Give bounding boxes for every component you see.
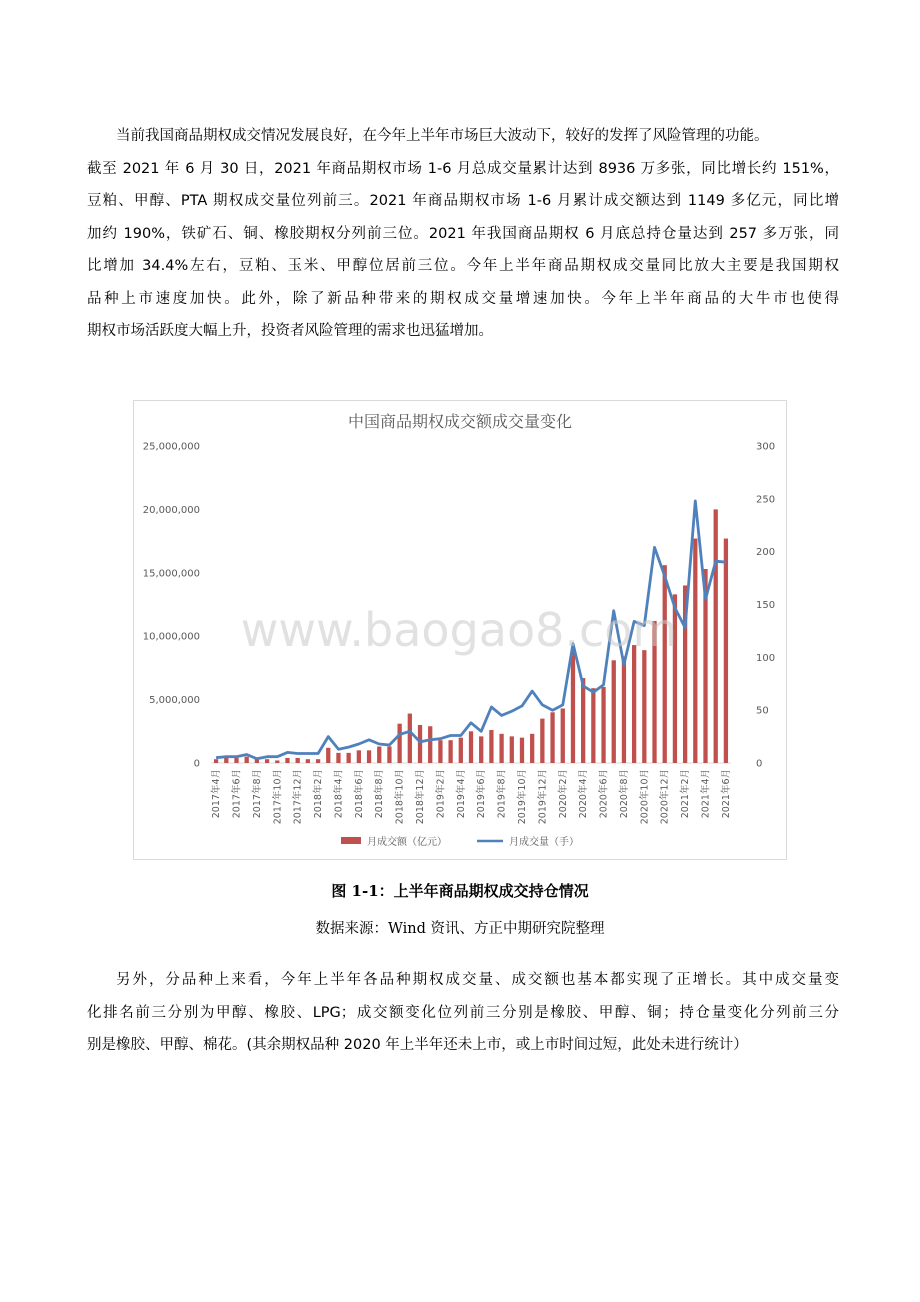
x-tick-label: 2019年2月 <box>435 769 447 819</box>
paragraph-line: 比增加 34.4%左右，豆粕、玉米、甲醇位居前三位。今年上半年商品期权成交量同比放大主要是我国期权 <box>87 258 839 274</box>
x-tick-label: 2021年6月 <box>720 769 732 819</box>
bar-amount <box>479 736 483 763</box>
bar-amount <box>265 759 269 763</box>
chart-legend <box>341 835 579 848</box>
x-tick-label: 2018年8月 <box>374 769 386 819</box>
y-right-tick-label: 0 <box>756 758 763 770</box>
bar-amount <box>581 678 585 763</box>
detail-paragraph <box>87 964 839 1062</box>
bar-amount <box>489 730 493 763</box>
x-tick-label: 2019年12月 <box>537 769 549 825</box>
figure-source: 数据来源：Wind 资讯、方正中期研究院整理 <box>315 921 605 937</box>
y-right-tick-label: 250 <box>756 494 776 506</box>
y-right-tick-label: 150 <box>756 600 776 611</box>
bar-amount <box>397 724 401 763</box>
chart-container <box>133 400 787 860</box>
paragraph-line: 截至 2021 年 6 月 30 日，2021 年商品期权市场 1-6 月总成交量累计达到 8936 万多张，同比增长约 151%， <box>87 160 839 177</box>
y-right-tick-label: 50 <box>756 705 769 717</box>
bar-amount <box>387 747 391 763</box>
paragraph-line: 别是橡胶、甲醇、棉花。(其余期权品种 2020 年上半年还未上市，或上市时间过短，此处未进行统计） <box>87 1037 748 1053</box>
bar-amount <box>418 725 422 763</box>
legend-swatch-amount <box>341 837 361 844</box>
x-tick-label: 2018年12月 <box>415 769 426 825</box>
x-tick-label: 2017年8月 <box>251 769 263 819</box>
bar-amount <box>326 748 330 763</box>
bar-amount <box>408 714 412 763</box>
options-volume-chart <box>134 401 786 859</box>
y-left-tick-label: 15,000,000 <box>142 568 200 580</box>
y-left-tick-label: 0 <box>193 758 200 770</box>
bar-amount <box>224 758 228 763</box>
bar-amount <box>714 509 718 763</box>
bar-amount <box>296 758 300 763</box>
x-tick-label: 2019年8月 <box>496 769 508 819</box>
bar-amount <box>530 734 534 763</box>
x-tick-label: 2018年6月 <box>353 769 365 819</box>
bar-amount <box>540 719 544 763</box>
paragraph-line: 另外，分品种上来看，今年上半年各品种期权成交量、成交额也基本都实现了正增长。其中成交量变 <box>116 972 839 988</box>
bar-amount <box>724 539 728 763</box>
x-tick-label: 2021年2月 <box>680 769 692 819</box>
bar-amount <box>591 688 595 763</box>
x-tick-label: 2020年8月 <box>618 769 630 819</box>
y-right-tick-label: 300 <box>756 441 776 453</box>
bar-amount <box>510 736 514 763</box>
watermark: www.baogao8.com <box>240 603 678 657</box>
bar-amount <box>357 750 361 763</box>
chart-title: 中国商品期权成交额成交量变化 <box>347 412 573 431</box>
bar-amount <box>428 726 432 763</box>
bar-amount <box>438 740 442 763</box>
bar-amount <box>336 753 340 763</box>
bar-amount <box>499 734 503 763</box>
y-left-tick-label: 25,000,000 <box>142 441 200 453</box>
legend-label-volume: 月成交量（手） <box>509 837 579 848</box>
bar-amount <box>275 760 279 763</box>
paragraph-line: 当前我国商品期权成交情况发展良好，在今年上半年市场巨大波动下，较好的发挥了风险管理的功能。 <box>116 128 769 144</box>
bar-amount <box>377 747 381 763</box>
bar-amount <box>245 757 249 763</box>
x-tick-label: 2019年10月 <box>517 769 528 825</box>
figure-caption: 图 1-1：上半年商品期权成交持仓情况 <box>331 882 589 900</box>
bar-amount <box>285 758 289 763</box>
bar-amount <box>550 712 554 763</box>
bar-amount <box>347 753 351 763</box>
bar-amount <box>459 738 463 763</box>
bar-amount <box>622 656 626 763</box>
paragraph-line: 品种上市速度加快。此外，除了新品种带来的期权成交量增速加快。今年上半年商品的大牛市也使得 <box>87 290 839 307</box>
paragraph-line: 化排名前三分别为甲醇、橡胶、LPG；成交额变化位列前三分别是橡胶、甲醇、铜；持仓量变化分列前三分 <box>87 1004 839 1021</box>
bar-amount <box>316 759 320 763</box>
x-tick-label: 2020年4月 <box>578 769 590 819</box>
bar-amount <box>448 740 452 763</box>
x-tick-label: 2019年6月 <box>476 769 488 819</box>
bar-amount <box>663 565 667 763</box>
bar-amount <box>632 645 636 763</box>
bar-amount <box>601 687 605 763</box>
bar-amount <box>571 649 575 763</box>
x-tick-label: 2018年4月 <box>333 769 345 819</box>
bar-amount <box>367 750 371 763</box>
bar-amount <box>561 708 565 763</box>
x-tick-label: 2020年10月 <box>639 769 651 825</box>
x-tick-label: 2017年12月 <box>292 769 304 825</box>
bar-amount <box>469 731 473 763</box>
x-tick-label: 2017年4月 <box>211 769 223 819</box>
bar-amount <box>693 539 697 763</box>
bar-amount <box>214 759 218 763</box>
legend-label-amount: 月成交额（亿元） <box>367 837 447 848</box>
bar-amount <box>642 650 646 763</box>
bar-amount <box>520 738 524 763</box>
y-left-tick-label: 5,000,000 <box>149 695 200 707</box>
x-tick-label: 2019年4月 <box>455 769 467 819</box>
x-tick-label: 2018年10月 <box>394 769 406 825</box>
y-right-tick-label: 100 <box>756 652 776 664</box>
x-tick-label: 2020年2月 <box>557 769 569 819</box>
x-tick-label: 2017年6月 <box>231 769 243 819</box>
bar-amount <box>234 758 238 763</box>
x-tick-label: 2020年6月 <box>598 769 610 819</box>
x-tick-label: 2017年10月 <box>272 769 284 825</box>
x-tick-label: 2018年2月 <box>313 769 325 819</box>
y-left-tick-label: 20,000,000 <box>142 504 200 516</box>
y-right-tick-label: 200 <box>756 547 776 559</box>
intro-paragraph <box>87 120 839 348</box>
paragraph-line: 加约 190%，铁矿石、铜、橡胶期权分列前三位。2021 年我国商品期权 6 月底总持仓量达到 257 多万张，同 <box>87 225 839 242</box>
x-tick-label: 2020年12月 <box>659 769 671 825</box>
x-tick-label: 2021年4月 <box>700 769 712 819</box>
bar-amount <box>612 660 616 763</box>
bar-amount <box>306 759 310 763</box>
y-left-tick-label: 10,000,000 <box>142 631 200 643</box>
paragraph-line: 豆粕、甲醇、PTA 期权成交量位列前三。2021 年商品期权市场 1-6 月累计成交额达到 1149 多亿元，同比增 <box>87 193 839 209</box>
paragraph-line: 期权市场活跃度大幅上升，投资者风险管理的需求也迅猛增加。 <box>87 323 493 339</box>
